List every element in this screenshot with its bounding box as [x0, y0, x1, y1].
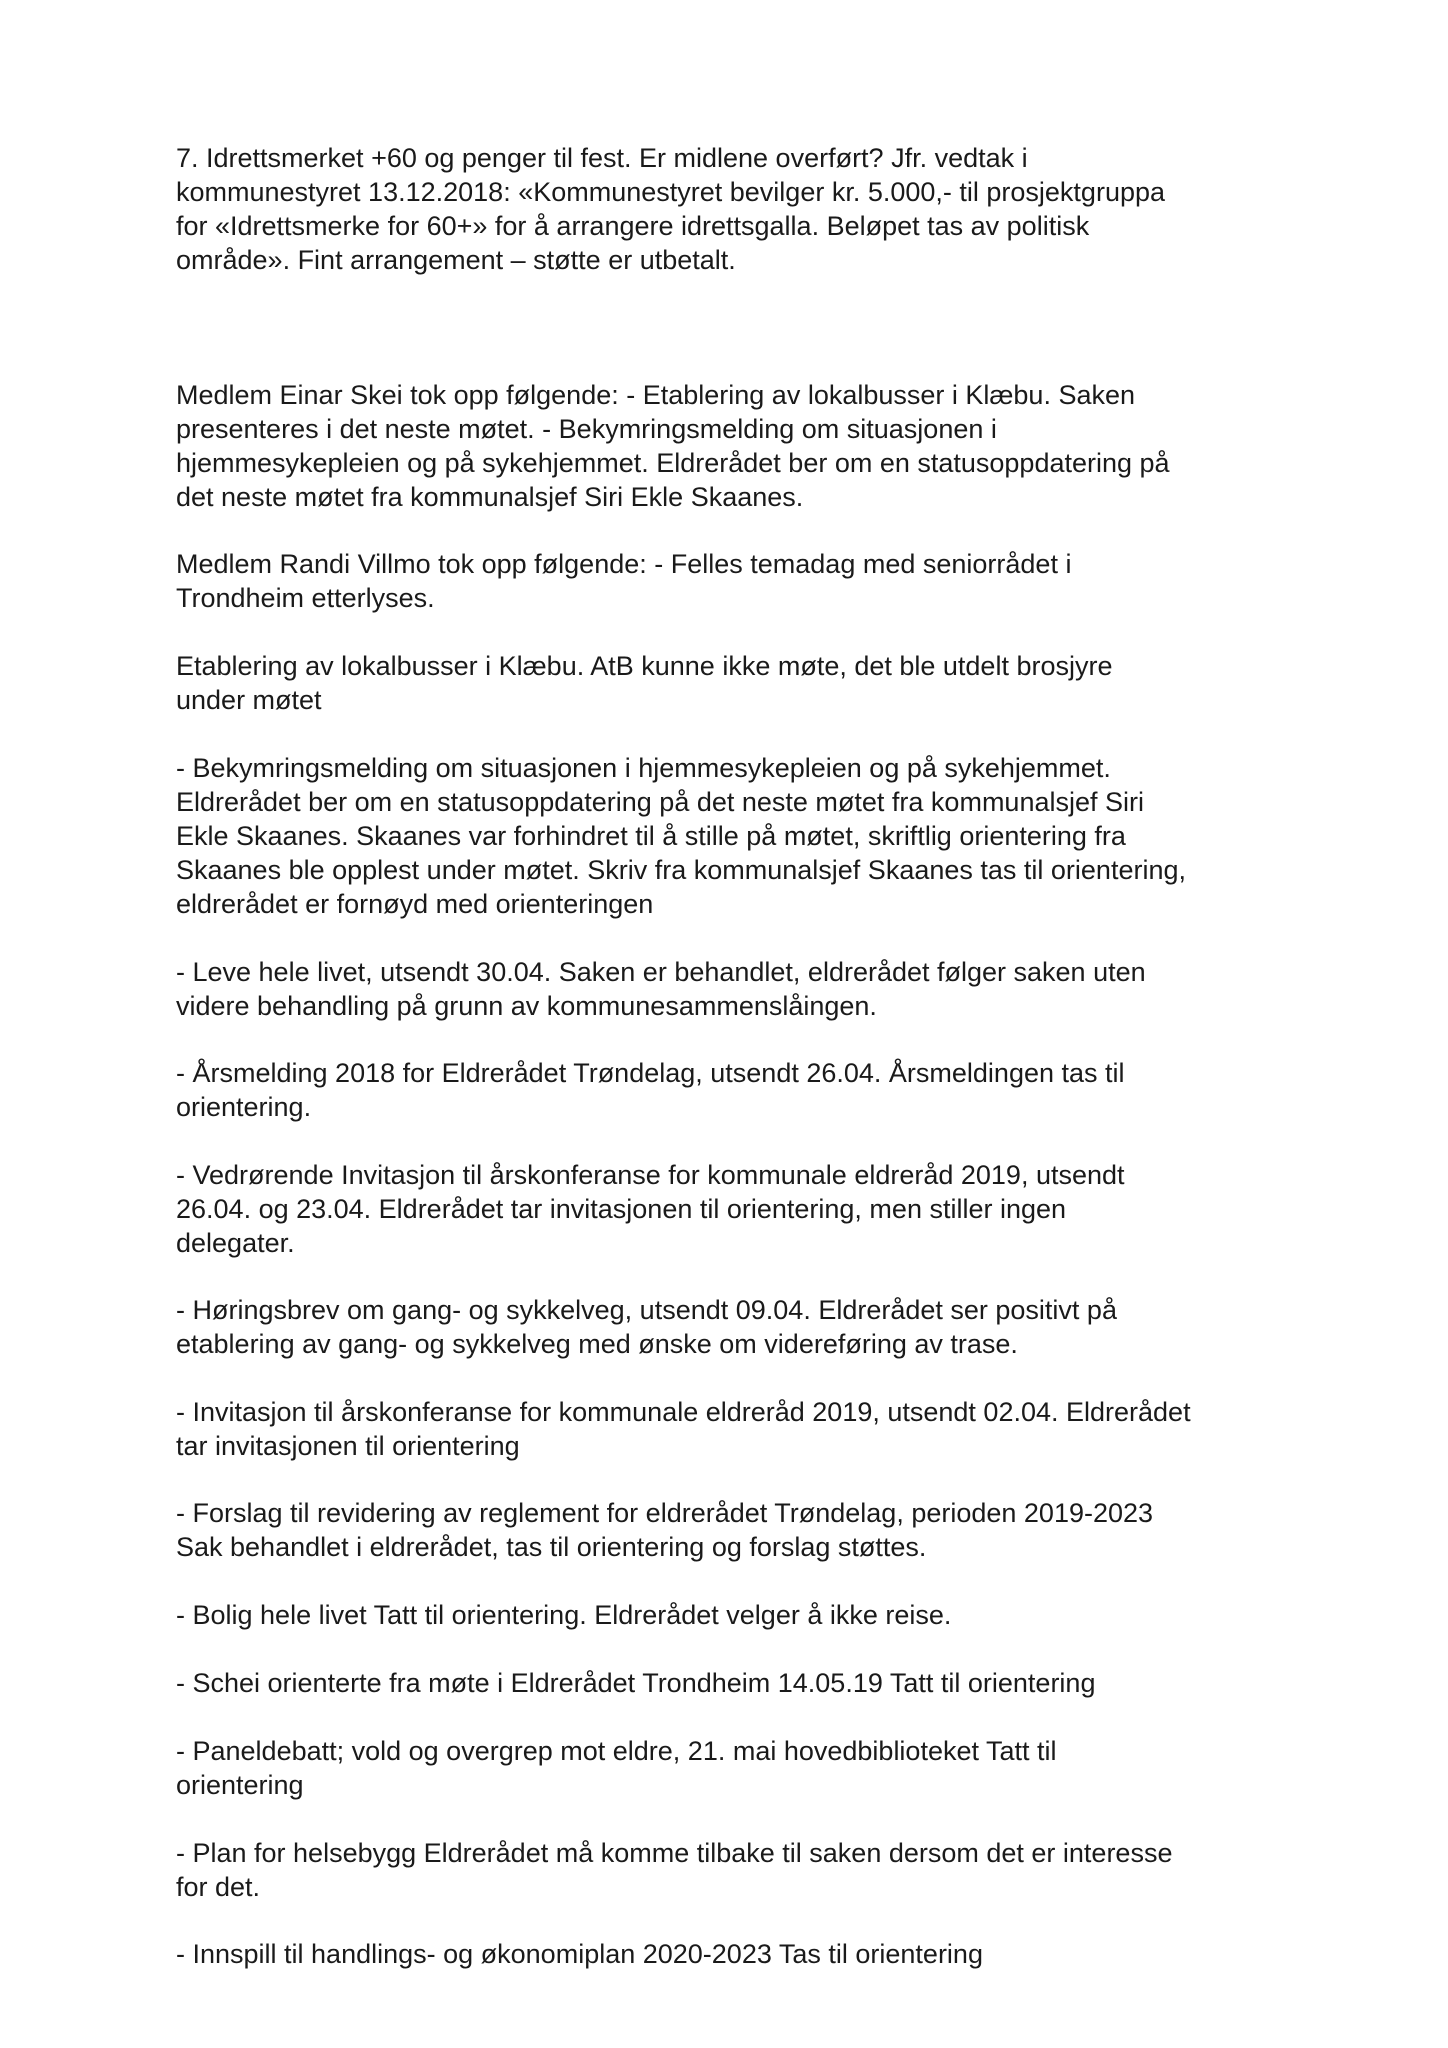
- paragraph-leve-hele-livet: - Leve hele livet, utsendt 30.04. Saken er behandlet, eldrerådet følger saken uten videre behandling på grunn av kommunesammenslåingen.: [176, 957, 1146, 1021]
- paragraph-idrettsmerket: 7. Idrettsmerket +60 og penger til fest. Er midlene overført? Jfr. vedtak i kommunestyret 13.12.2018: «Kommunestyret bevilger kr. 5.000,- til prosjektgruppa for «Idrettsmerke for 60+» for å arrangere idrettsgalla. Beløpet tas av politisk område». Fint arrangement – støtte er utbetalt.: [176, 143, 1166, 275]
- paragraph-arsmelding: - Årsmelding 2018 for Eldrerådet Trøndelag, utsendt 26.04. Årsmeldingen tas til orientering.: [176, 1058, 1125, 1122]
- paragraph-lokalbusser: Etablering av lokalbusser i Klæbu. AtB kunne ikke møte, det ble utdelt brosjyre under møtet: [176, 651, 1113, 715]
- paragraph-paneldebatt: - Paneldebatt; vold og overgrep mot eldre, 21. mai hovedbiblioteket Tatt til orientering: [176, 1736, 1057, 1800]
- paragraph-forslag-reglement: - Forslag til revidering av reglement for eldrerådet Trøndelag, perioden 2019-2023 Sak behandlet i eldrerådet, tas til orientering og forslag støttes.: [176, 1498, 1154, 1562]
- paragraph-einar-skei: Medlem Einar Skei tok opp følgende: - Etablering av lokalbusser i Klæbu. Saken presenteres i det neste møtet. - Bekymringsmelding om situasjonen i hjemmesykepleien og på sykehjemmet. Eldrerådet ber om en statusoppdatering på det neste møtet fra kommunalsjef Siri Ekle Skaanes.: [176, 380, 1170, 512]
- paragraph-helsebygg: - Plan for helsebygg Eldrerådet må komme tilbake til saken dersom det er interesse for det.: [176, 1838, 1173, 1902]
- paragraph-invitasjon-vedrorende: - Vedrørende Invitasjon til årskonferanse for kommunale eldreråd 2019, utsendt 26.04. og 23.04. Eldrerådet tar invitasjonen til orientering, men stiller ingen delegater.: [176, 1160, 1125, 1258]
- paragraph-innspill: - Innspill til handlings- og økonomiplan 2020-2023 Tas til orientering: [176, 1939, 983, 1969]
- paragraph-bekymringsmelding: - Bekymringsmelding om situasjonen i hjemmesykepleien og på sykehjemmet. Eldrerådet ber om en statusoppdatering på det neste møtet fra kommunalsjef Siri Ekle Skaanes. Skaanes var forhindret til å stille på møtet, skriftlig orientering fra Skaanes ble opplest under møtet. Skriv fra kommunalsjef Skaanes tas til orientering, eldrerådet er fornøyd med orienteringen: [176, 753, 1186, 919]
- paragraph-bolig-hele-livet: - Bolig hele livet Tatt til orientering. Eldrerådet velger å ikke reise.: [176, 1600, 952, 1630]
- paragraph-invitasjon-arskonferanse: - Invitasjon til årskonferanse for kommunale eldreråd 2019, utsendt 02.04. Eldrerådet tar invitasjonen til orientering: [176, 1397, 1191, 1461]
- paragraph-schei: - Schei orienterte fra møte i Eldrerådet Trondheim 14.05.19 Tatt til orientering: [176, 1668, 1096, 1698]
- paragraph-horingsbrev: - Høringsbrev om gang- og sykkelveg, utsendt 09.04. Eldrerådet ser positivt på etablering av gang- og sykkelveg med ønske om videreføring av trase.: [176, 1295, 1117, 1359]
- paragraph-randi-villmo: Medlem Randi Villmo tok opp følgende: - Felles temadag med seniorrådet i Trondheim etterlyses.: [176, 549, 1072, 613]
